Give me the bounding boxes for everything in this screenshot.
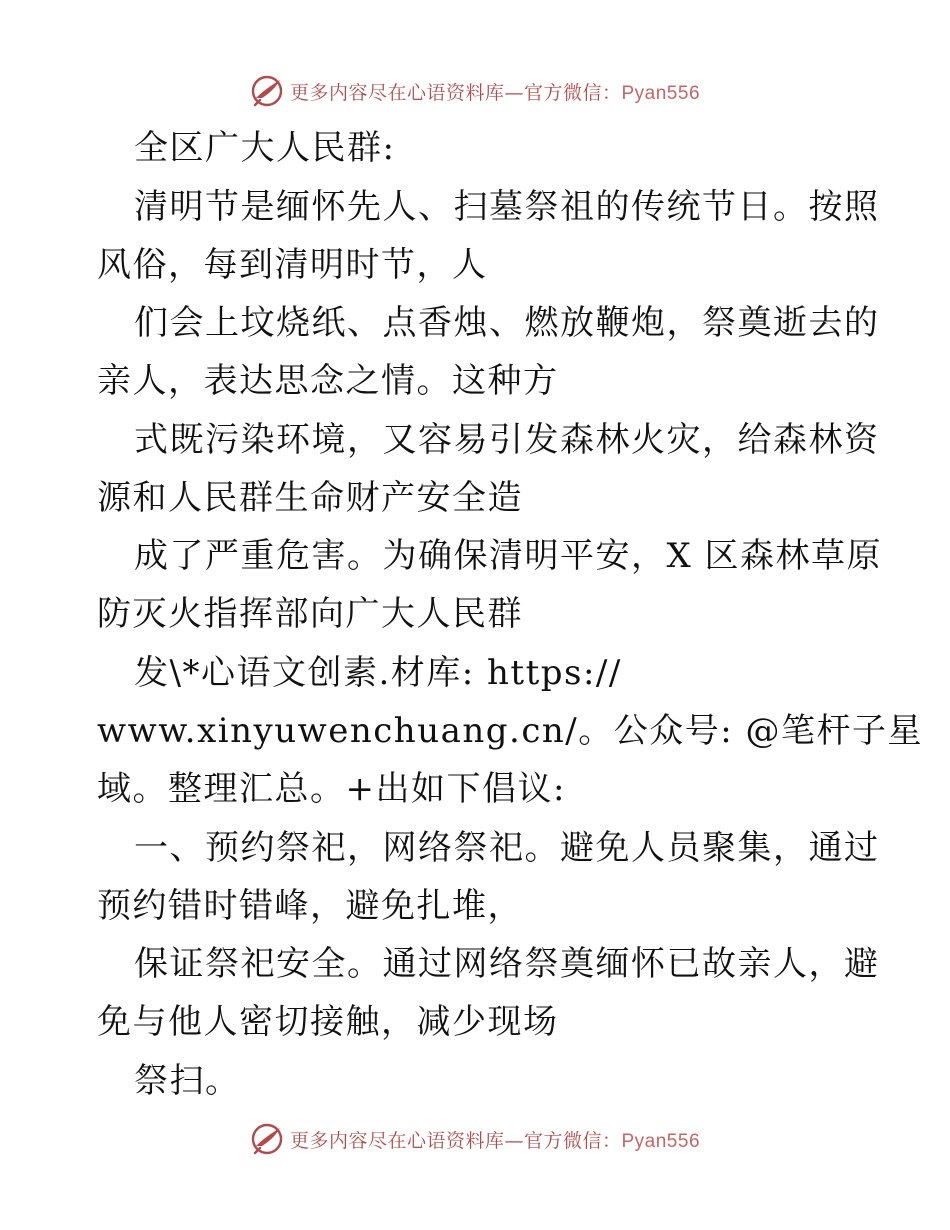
text-line: 免与他人密切接触，减少现场 [97, 1002, 559, 1042]
footer-watermark-banner [0, 1119, 950, 1159]
text-line: 一、预约祭祀，网络祭祀。避免人员聚集，通过 [134, 828, 880, 868]
watermark-separator: — [504, 1129, 524, 1152]
text-line-url: www.xinyuwenchuang.cn/。公众号: @笔杆子星 [97, 711, 923, 751]
watermark-main-text: 更多内容尽在心语资料库 [289, 81, 505, 104]
text-line: 防灭火指挥部向广大人民群 [97, 594, 523, 634]
text-line: 预约错时错峰，避免扎堆， [97, 886, 523, 926]
text-line: 们会上坟烧纸、点香烛、燃放鞭炮，祭奠逝去的 [134, 303, 880, 343]
watermark-wechat-id: Pyan556 [621, 82, 701, 104]
text-line: 保证祭祀安全。通过网络祭奠缅怀已故亲人，避 [134, 944, 880, 984]
watermark-wechat-label: 官方微信： [523, 81, 622, 104]
text-line: 式既污染环境，又容易引发森林火灾，给森林资 [134, 420, 880, 460]
text-line: 成了严重危害。为确保清明平安，X 区森林草原 [134, 536, 883, 576]
text-line: 源和人民群生命财产安全造 [97, 478, 523, 518]
text-line: 域。整理汇总。+出如下倡议: [97, 769, 566, 809]
text-line: 发\*心语文创素.材库: https:// [134, 653, 622, 693]
text-line: 亲人，表达思念之情。这种方 [97, 361, 559, 401]
watermark-wechat-label: 官方微信： [523, 1129, 622, 1152]
text-line: 风俗，每到清明时节，人 [97, 245, 488, 285]
text-line: 全区广大人民群: [134, 128, 396, 168]
text-line: 祭扫。 [134, 1061, 241, 1101]
watermark-separator: — [504, 81, 524, 104]
quill-pen-logo-icon [250, 1122, 284, 1156]
watermark-main-text: 更多内容尽在心语资料库 [289, 1129, 505, 1152]
watermark-wechat-id: Pyan556 [621, 1130, 701, 1152]
text-line: 清明节是缅怀先人、扫墓祭祖的传统节日。按照 [134, 187, 880, 227]
watermark-text [290, 1126, 700, 1153]
